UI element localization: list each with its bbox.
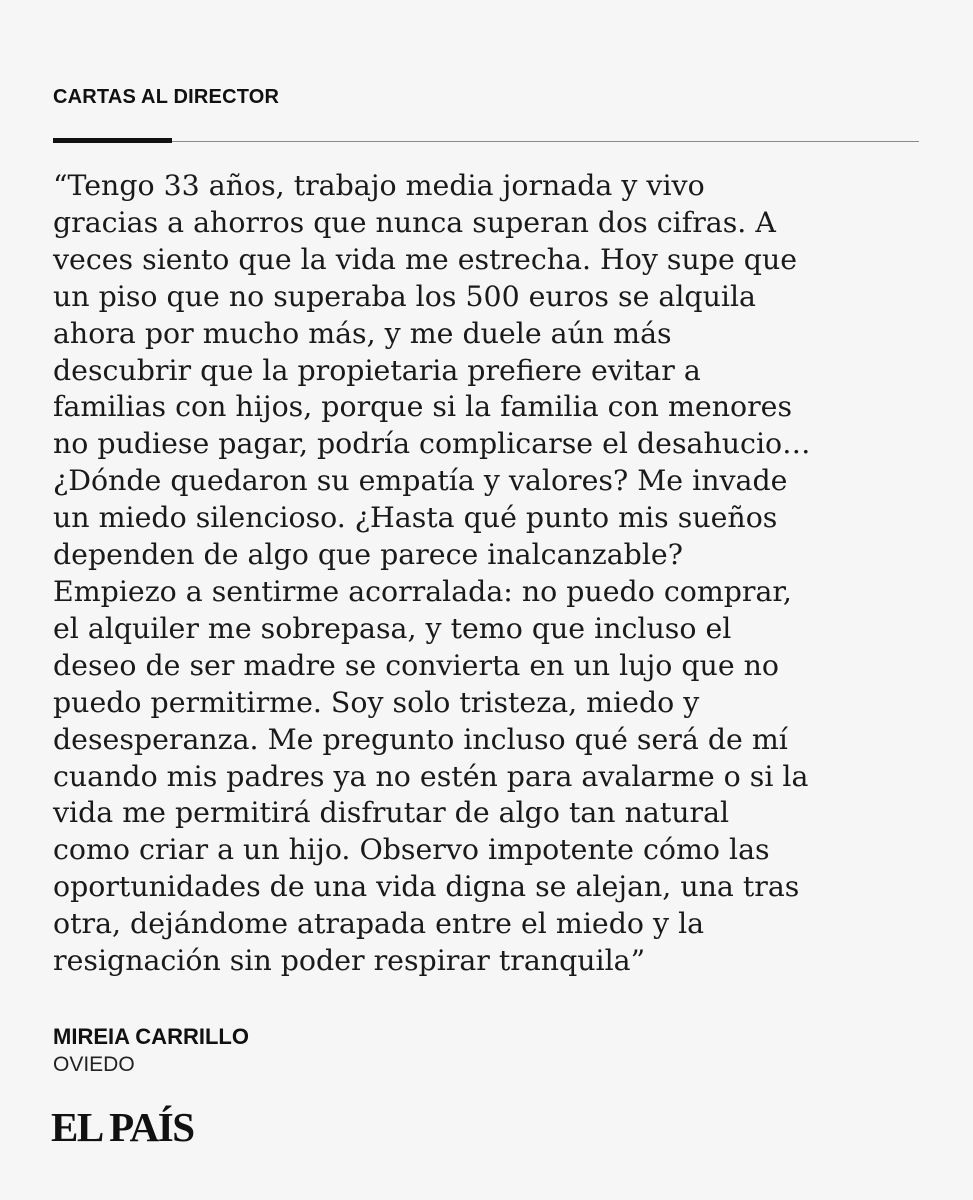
section-label: CARTAS AL DIRECTOR bbox=[53, 86, 280, 108]
letter-body bbox=[53, 168, 933, 980]
letter-line: “Tengo 33 años, trabajo media jornada y vivo bbox=[53, 169, 705, 202]
letter-line: cuando mis padres ya no estén para avalarme o si la bbox=[53, 759, 809, 793]
letter-line: gracias a ahorros que nunca superan dos cifras. A bbox=[53, 205, 776, 239]
letter-line: Empiezo a sentirme acorralada: no puedo comprar, bbox=[53, 574, 792, 608]
letter-line: resignación sin poder respirar tranquila” bbox=[53, 944, 646, 978]
letter-line: descubrir que la propietaria prefiere evitar a bbox=[53, 353, 701, 387]
letter-line: deseo de ser madre se convierta en un lujo que no bbox=[53, 648, 780, 682]
header-rule bbox=[53, 141, 919, 142]
letter-line: como criar a un hijo. Observo impotente cómo las bbox=[53, 833, 770, 867]
letter-line: puedo permitirme. Soy solo tristeza, miedo y bbox=[53, 685, 700, 719]
letter-line: ahora por mucho más, y me duele aún más bbox=[53, 316, 672, 350]
letter-line: un miedo silencioso. ¿Hasta qué punto mis sueños bbox=[53, 501, 778, 535]
author-city: OVIEDO bbox=[53, 1053, 135, 1076]
letter-line: otra, dejándome atrapada entre el miedo y la bbox=[53, 907, 705, 941]
letter-line: el alquiler me sobrepasa, y temo que incluso el bbox=[53, 611, 732, 645]
letter-line: ¿Dónde quedaron su empatía y valores? Me invade bbox=[53, 464, 788, 498]
letter-line: dependen de algo que parece inalcanzable? bbox=[53, 538, 683, 572]
letter-line: vida me permitirá disfrutar de algo tan natural bbox=[53, 796, 730, 830]
header-rule-accent bbox=[53, 138, 172, 143]
letter-line: veces siento que la vida me estrecha. Hoy supe que bbox=[53, 242, 798, 276]
letter-line: no pudiese pagar, podría complicarse el desahucio… bbox=[53, 427, 811, 461]
el-pais-logo: EL PAÍS bbox=[51, 1104, 194, 1150]
letter-line: desesperanza. Me pregunto incluso qué será de mí bbox=[53, 722, 788, 756]
author-name: MIREIA CARRILLO bbox=[53, 1024, 249, 1049]
letter-line: familias con hijos, porque si la familia con menores bbox=[53, 390, 793, 424]
letter-line: oportunidades de una vida digna se alejan, una tras bbox=[53, 870, 800, 904]
letter-line: un piso que no superaba los 500 euros se alquila bbox=[53, 279, 756, 313]
